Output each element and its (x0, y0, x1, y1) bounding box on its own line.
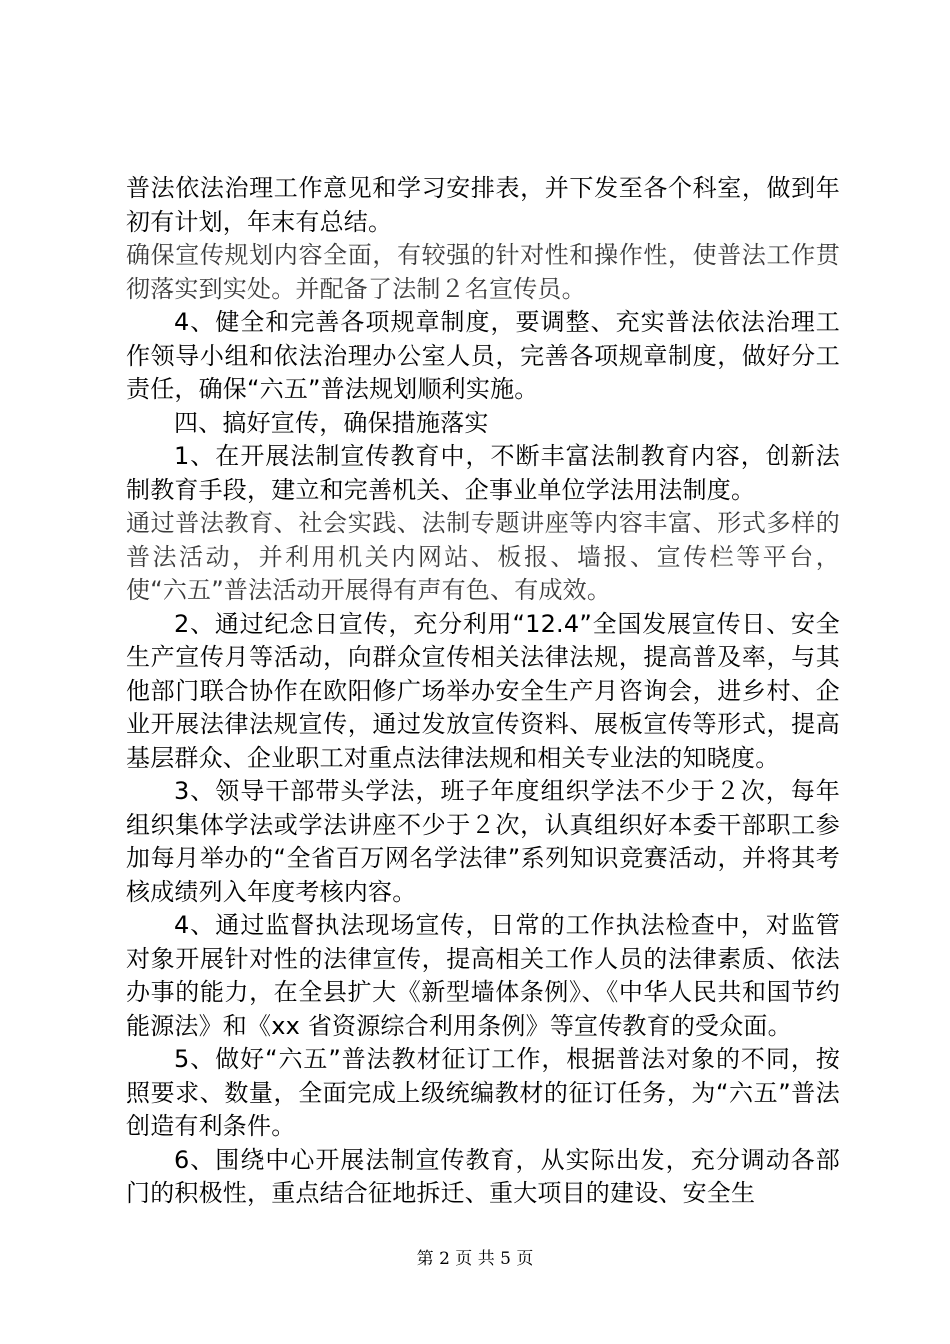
paragraph-1: 普法依法治理工作意见和学习安排表，并下发至各个科室，做到年初有计划，年末有总结。 (126, 174, 840, 236)
paragraph-9: 4、通过监督执法现场宣传，日常的工作执法检查中，对监管对象开展针对性的法律宣传，提高相关工作人员的法律素质、依法办事的能力，在全县扩大《新型墙体条例》、《中华人民共和国节约能源法》和《xx 省资源综合利用条例》等宣传教育的受众面。 (126, 911, 840, 1040)
paragraph-6: 通过普法教育、社会实践、法制专题讲座等内容丰富、形式多样的普法活动，并利用机关内网站、板报、墙报、宣传栏等平台，使“六五”普法活动开展得有声有色、有成效。 (126, 509, 840, 604)
section-heading: 四、搞好宣传，确保措施落实 (174, 408, 489, 437)
page-number-footer: 第 2 页 共 5 页 (416, 1249, 534, 1269)
document-body (126, 172, 840, 1211)
paragraph-11: 6、围绕中心开展法制宣传教育，从实际出发，充分调动各部门的积极性，重点结合征地拆迁、重大项目的建设、安全生 (126, 1145, 840, 1207)
paragraph-10: 5、做好“六五”普法教材征订工作，根据普法对象的不同，按照要求、数量，全面完成上级统编教材的征订任务，为“六五”普法创造有利条件。 (126, 1045, 840, 1140)
paragraph-7: 2、通过纪念日宣传，充分利用“12.4”全国发展宣传日、安全生产宣传月等活动，向群众宣传相关法律法规，提高普及率，与其他部门联合协作在欧阳修广场举办安全生产月咨询会，进乡村、企业开展法律法规宣传，通过发放宣传资料、展板宣传等形式，提高基层群众、企业职工对重点法律法规和相关专业法的知晓度。 (126, 609, 840, 772)
paragraph-8: 3、领导干部带头学法，班子年度组织学法不少于２次，每年组织集体学法或学法讲座不少于２次，认真组织好本委干部职工参加每月举办的“全省百万网名学法律”系列知识竞赛活动，并将其考核成绩列入年度考核内容。 (126, 777, 840, 906)
paragraph-2: 确保宣传规划内容全面，有较强的针对性和操作性，使普法工作贯彻落实到实处。并配备了法制２名宣传员。 (126, 241, 840, 303)
paragraph-5: 1、在开展法制宣传教育中，不断丰富法制教育内容，创新法制教育手段，建立和完善机关、企事业单位学法用法制度。 (126, 442, 840, 504)
paragraph-3: 4、健全和完善各项规章制度，要调整、充实普法依法治理工作领导小组和依法治理办公室人员，完善各项规章制度，做好分工责任，确保“六五”普法规划顺利实施。 (126, 308, 840, 403)
